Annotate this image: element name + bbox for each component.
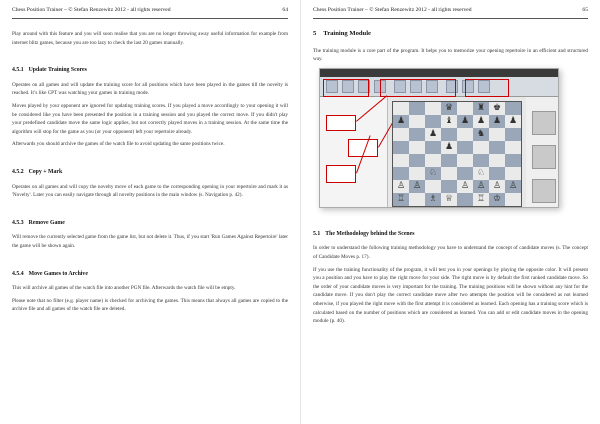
board-square: ♟	[425, 128, 441, 141]
board-square	[393, 154, 409, 167]
board-square	[441, 128, 457, 141]
board-square: ♟	[393, 115, 409, 128]
paragraph: Moves played by your opponent are ignored for updating training scores. If you played a move accordingly to your opening it will be considered like you have been presented the position in a training session and you played the correct move. If you didn't play your predefined candidate move the same logic applies, but not correctly played moves in a training session. At the same time the algorithm will stop for the game as you (or your opponent) left your repertoire already.	[12, 102, 288, 135]
board-square	[409, 154, 425, 167]
board-square	[441, 167, 457, 180]
paragraph: This will archive all games of the watch file into another PGN file. Afterwards the watch file will be empty.	[12, 285, 236, 292]
section-heading: 4.5.1 Update Training Scores	[12, 67, 87, 74]
page-number: 64	[282, 7, 288, 13]
board-square	[425, 102, 441, 115]
training-module-screenshot	[319, 68, 559, 208]
board-square	[489, 154, 505, 167]
board-square: ♟	[473, 115, 489, 128]
paragraph: If you use the training functionality of the program, it will test you in your openings by playing the opposite color. It will present you a position and you have to play the right move for your side. The right move is by default the first ranked candidate move. So the order of your candidate moves is very important for the training. The training positions will be shown without any hint for the candidate move. If you don't play the correct candidate move after two attempts the position will be considered as not learned otherwise, if you played the right move with the first attempt it is considered as learned. Each opening has a training score which is calculated based on the number of positions which are considered as learned. You can add or edit candidate moves in the opening module (p. 40).	[313, 266, 588, 325]
board-square: ♕	[441, 193, 457, 206]
board-square: ♙	[409, 180, 425, 193]
board-square	[505, 141, 521, 154]
board-square	[441, 154, 457, 167]
board-square: ♟	[489, 115, 505, 128]
board-square	[409, 141, 425, 154]
paragraph: Afterwards you should archive the games of the watch file to avoid updating the same positions twice.	[12, 141, 225, 148]
board-square	[425, 115, 441, 128]
board-square	[457, 193, 473, 206]
board-square	[393, 141, 409, 154]
board-square	[457, 167, 473, 180]
board-square	[505, 128, 521, 141]
board-square: ♟	[441, 141, 457, 154]
board-square	[425, 180, 441, 193]
board-square: ♙	[505, 180, 521, 193]
board-square: ♔	[489, 193, 505, 206]
paragraph: Please note that no filter (e.g. player name) is checked for archiving the games. This means that always all games are copied to the archive file and all games of the watch file are deleted.	[12, 297, 288, 313]
board-square: ♘	[425, 167, 441, 180]
paragraph: Operates on all games and will update the training score for all positions which have been played in the games till the novelty is reached. It’s like CPT was watching your games in training mode.	[12, 81, 288, 97]
section-heading: 4.5.4 Move Games to Archive	[12, 270, 88, 277]
board-square: ♟	[457, 115, 473, 128]
board-square: ♜	[473, 102, 489, 115]
page-number: 65	[582, 7, 588, 13]
board-square: ♞	[473, 128, 489, 141]
board-square	[489, 141, 505, 154]
board-square	[505, 154, 521, 167]
section-heading: 4.5.3 Remove Game	[12, 219, 65, 226]
board-square: ♙	[473, 180, 489, 193]
board-square	[505, 102, 521, 115]
chess-board	[392, 101, 522, 207]
window-titlebar	[320, 69, 558, 77]
board-square	[473, 141, 489, 154]
board-square	[505, 167, 521, 180]
paragraph: Operates on all games and will copy the novelty move of each game to the corresponding opening in your repertoire and mark it as 'Novelty'. Later you can easily navigate through all novelty positions in the main window (s. Navigation p. 42).	[12, 183, 288, 199]
board-square	[393, 128, 409, 141]
page-header	[313, 7, 588, 19]
board-square: ♗	[425, 193, 441, 206]
board-square: ♘	[473, 167, 489, 180]
board-square: ♚	[489, 102, 505, 115]
board-square: ♟	[505, 115, 521, 128]
board-square	[489, 167, 505, 180]
board-square: ♖	[393, 193, 409, 206]
board-square	[393, 167, 409, 180]
board-square	[409, 102, 425, 115]
info-panel	[526, 97, 558, 207]
right-page	[300, 0, 600, 424]
board-square: ♖	[473, 193, 489, 206]
board-square: ♙	[393, 180, 409, 193]
section-heading: 4.5.2 Copy + Mark	[12, 168, 63, 175]
board-square	[457, 141, 473, 154]
board-square	[409, 128, 425, 141]
section-heading: 5.1 The Methodology behind the Scenes	[313, 230, 415, 237]
chapter-heading: 5 Training Module	[313, 30, 371, 37]
board-square	[457, 128, 473, 141]
board-square	[457, 154, 473, 167]
header-title: Chess Position Trainer – © Stefan Renzewitz 2012 - all rights reserved	[313, 7, 472, 13]
intro-paragraph: Play around with this feature and you will soon realise that you are no longer throwing away useful information for example from internet blitz games, because you are too lazy to check the last 20 games manually.	[12, 31, 288, 46]
board-square	[505, 193, 521, 206]
paragraph: In order to understand the following training methodology you have to understand the concept of candidate moves (s. The concept of Candidate Moves p. 17).	[313, 245, 588, 260]
board-square	[393, 102, 409, 115]
board-square	[489, 128, 505, 141]
board-square: ♝	[441, 115, 457, 128]
board-square	[441, 180, 457, 193]
board-square	[409, 167, 425, 180]
board-square: ♙	[457, 180, 473, 193]
board-square	[409, 193, 425, 206]
board-square: ♛	[441, 102, 457, 115]
chapter-intro: The training module is a core part of the program. It helps you to memorize your opening repertoire in an efficient and structured way.	[313, 47, 588, 63]
paragraph: Will remove the currently selected game from the game list, but not delete it. Thus, if you start 'Run Games Against Repertoire' later the game will be shown again.	[12, 234, 288, 249]
header-title: Chess Position Trainer – © Stefan Renzewitz 2012 - all rights reserved	[12, 7, 171, 13]
page-body	[313, 30, 588, 330]
board-square	[425, 141, 441, 154]
board-square	[457, 102, 473, 115]
board-square	[473, 154, 489, 167]
board-square	[425, 154, 441, 167]
page-header	[12, 7, 288, 19]
board-square	[409, 115, 425, 128]
board-square: ♙	[489, 180, 505, 193]
page-body	[12, 30, 288, 318]
